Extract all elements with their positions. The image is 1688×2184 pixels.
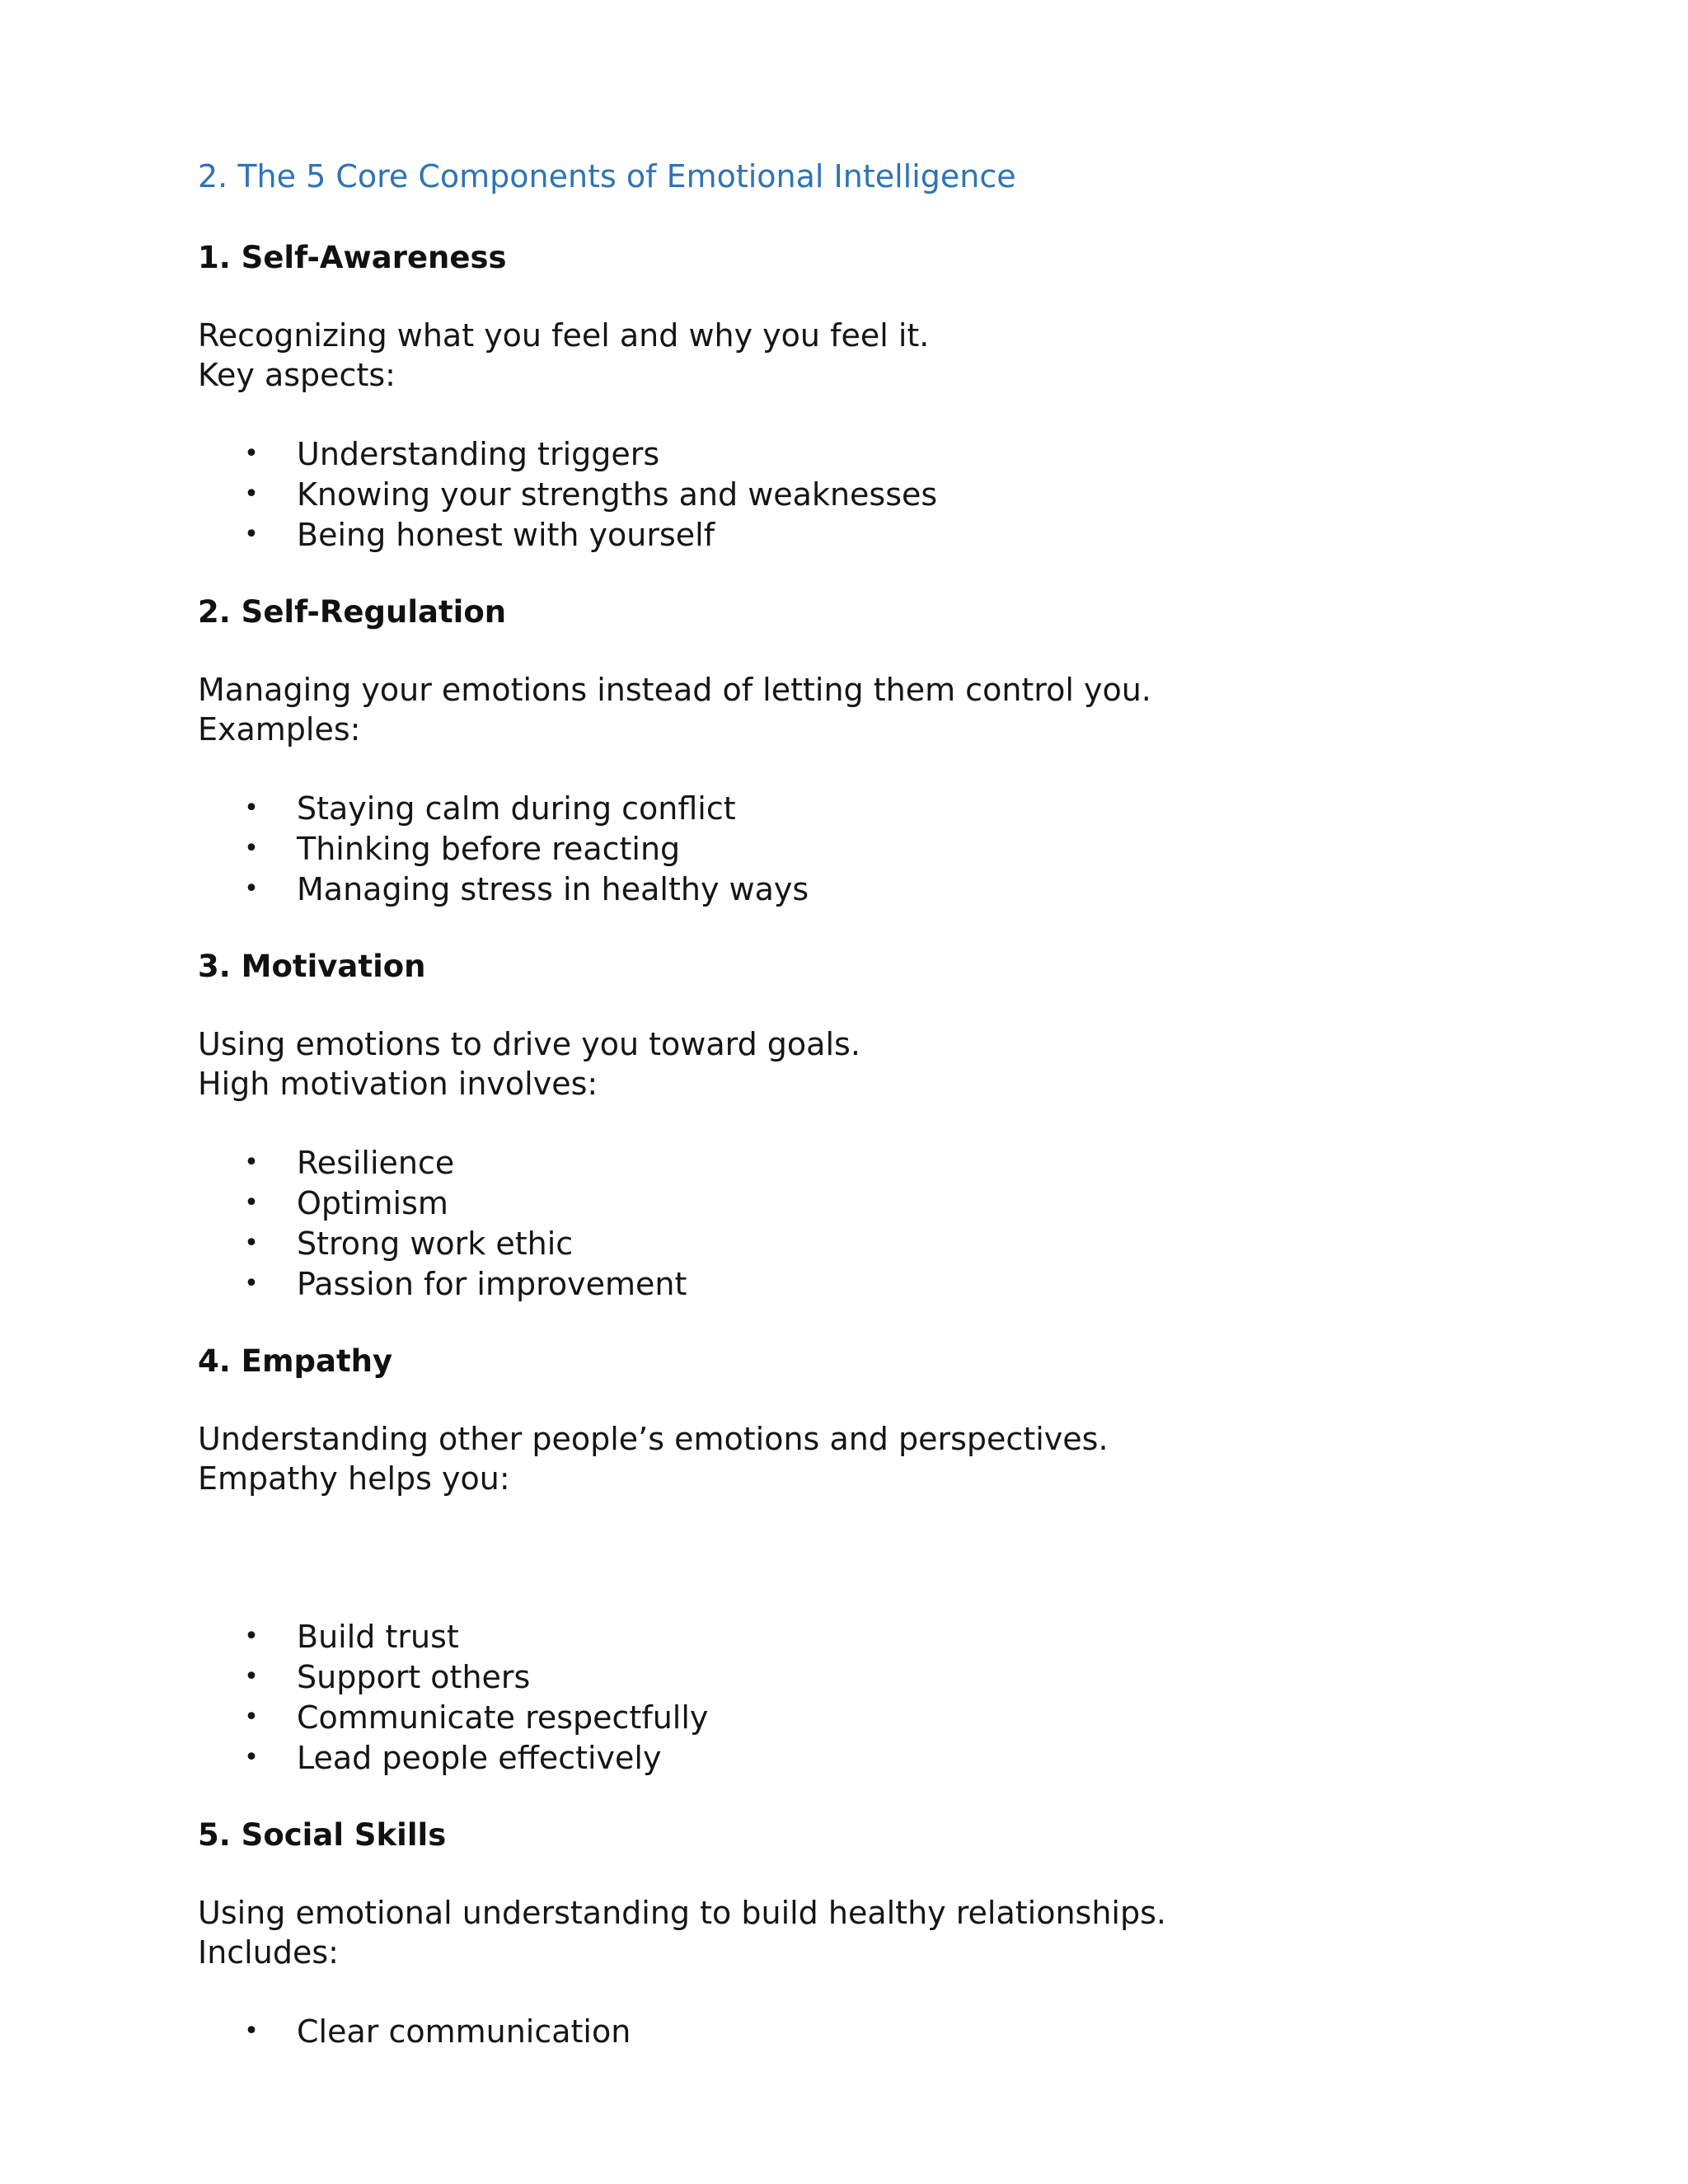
list-item-text: Communicate respectfully — [297, 1699, 709, 1736]
bullet-icon: • — [244, 834, 259, 863]
section-intro: Examples: — [198, 711, 361, 748]
bullet-icon: • — [244, 2017, 259, 2046]
section-intro: Empathy helps you: — [198, 1460, 510, 1497]
list-item-text: Knowing your strengths and weaknesses — [297, 476, 938, 513]
section-heading-motivation: 3. Motivation — [198, 949, 426, 984]
section-heading-empathy: 4. Empathy — [198, 1343, 393, 1379]
bullet-icon: • — [244, 1703, 259, 1732]
section-description: Recognizing what you feel and why you feel it. — [198, 317, 930, 354]
section-description: Managing your emotions instead of letting them control you. — [198, 672, 1151, 708]
bullet-icon: • — [244, 1622, 259, 1651]
bullet-icon: • — [244, 1743, 259, 1772]
list-item-text: Understanding triggers — [297, 436, 660, 472]
bullet-icon: • — [244, 439, 259, 468]
section-description: Using emotions to drive you toward goals. — [198, 1026, 860, 1062]
section-description: Understanding other people’s emotions and perspectives. — [198, 1421, 1109, 1457]
list-item-text: Passion for improvement — [297, 1266, 687, 1302]
list-item-text: Clear communication — [297, 2013, 631, 2050]
section-heading-self-awareness: 1. Self-Awareness — [198, 240, 507, 275]
list-item-text: Strong work ethic — [297, 1226, 574, 1262]
section-intro: High motivation involves: — [198, 1066, 598, 1102]
section-intro: Includes: — [198, 1934, 339, 1971]
bullet-icon: • — [244, 874, 259, 903]
list-item-text: Optimism — [297, 1185, 448, 1221]
section-heading-social-skills: 5. Social Skills — [198, 1817, 447, 1853]
list-item-text: Lead people effectively — [297, 1740, 662, 1776]
bullet-icon: • — [244, 1269, 259, 1298]
bullet-icon: • — [244, 1229, 259, 1258]
list-item-text: Thinking before reacting — [297, 831, 681, 867]
bullet-icon: • — [244, 1188, 259, 1217]
bullet-icon: • — [244, 520, 259, 549]
section-intro: Key aspects: — [198, 357, 396, 393]
bullet-icon: • — [244, 1662, 259, 1691]
bullet-icon: • — [244, 1148, 259, 1177]
list-item-text: Being honest with yourself — [297, 517, 715, 553]
list-item-text: Support others — [297, 1659, 531, 1695]
bullet-icon: • — [244, 794, 259, 823]
section-description: Using emotional understanding to build healthy relationships. — [198, 1895, 1166, 1931]
list-item-text: Build trust — [297, 1619, 459, 1655]
list-item-text: Staying calm during conflict — [297, 790, 736, 827]
section-heading-self-regulation: 2. Self-Regulation — [198, 594, 507, 630]
bullet-icon: • — [244, 480, 259, 509]
document-title: 2. The 5 Core Components of Emotional Intelligence — [198, 158, 1016, 194]
list-item-text: Resilience — [297, 1145, 455, 1181]
list-item-text: Managing stress in healthy ways — [297, 871, 809, 907]
